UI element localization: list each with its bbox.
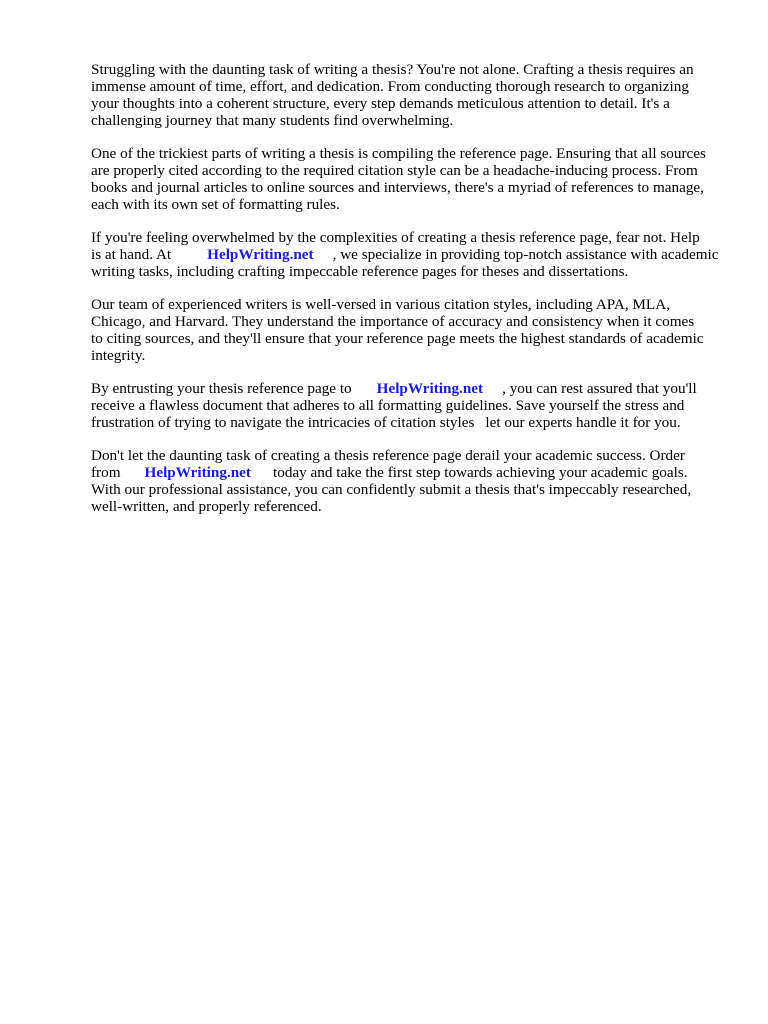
text-line: With our professional assistance, you can confidently submit a thesis that's impeccably researched,	[91, 481, 692, 499]
text-segment: , you can rest assured that you'll	[502, 380, 697, 397]
helpwriting-link[interactable]: HelpWriting.net	[207, 246, 314, 264]
helpwriting-link[interactable]: HelpWriting.net	[144, 464, 251, 482]
text-line: receive a flawless document that adheres to all formatting guidelines. Save yourself the stress and	[91, 397, 685, 415]
text-line: challenging journey that many students find overwhelming.	[91, 112, 454, 130]
text-segment: is at hand. At	[91, 246, 172, 264]
text-line: integrity.	[91, 347, 146, 365]
paragraph-reference-page	[91, 145, 706, 213]
text-line: immense amount of time, effort, and dedication. From conducting thorough research to organizing	[91, 78, 689, 96]
text-segment: today and take the first step towards achieving your academic goals.	[273, 464, 688, 482]
text-line: your thoughts into a coherent structure, every step demands meticulous attention to detail. It's a	[91, 95, 670, 113]
text-line: Chicago, and Harvard. They understand the importance of accuracy and consistency when it comes	[91, 313, 695, 331]
paragraph-intro	[91, 61, 694, 129]
helpwriting-link[interactable]: HelpWriting.net	[376, 380, 484, 397]
text-line	[91, 246, 719, 263]
paragraph-entrusting	[91, 380, 697, 431]
text-line	[91, 380, 697, 397]
text-line: writing tasks, including crafting impeccable reference pages for theses and dissertations.	[91, 263, 629, 281]
paragraph-team	[91, 296, 704, 364]
paragraph-help-at-hand	[91, 229, 719, 280]
text-line: Our team of experienced writers is well-versed in various citation styles, including APA, MLA,	[91, 296, 670, 313]
text-line: One of the trickiest parts of writing a thesis is compiling the reference page. Ensuring that all sources	[91, 145, 706, 162]
text-segment: frustration of trying to navigate the intricacies of citation styles	[91, 414, 475, 432]
text-line: books and journal articles to online sources and interviews, there's a myriad of references to manage,	[91, 179, 704, 197]
text-line: Don't let the daunting task of creating a thesis reference page derail your academic success. Order	[91, 447, 685, 464]
text-line: to citing sources, and they'll ensure that your reference page meets the highest standards of academic	[91, 330, 704, 348]
text-line: each with its own set of formatting rules.	[91, 196, 340, 214]
text-line	[91, 464, 691, 481]
text-line	[91, 414, 697, 431]
text-segment: By entrusting your thesis reference page to	[91, 380, 352, 397]
text-segment: from	[91, 464, 121, 482]
text-line: well-written, and properly referenced.	[91, 498, 322, 516]
text-segment: , we specialize in providing top-notch assistance with academic	[332, 246, 719, 264]
text-line: If you're feeling overwhelmed by the complexities of creating a thesis reference page, fear not. Help	[91, 229, 700, 246]
text-segment: let our experts handle it for you.	[485, 414, 681, 432]
text-line: are properly cited according to the required citation style can be a headache-inducing process. From	[91, 162, 698, 180]
paragraph-order	[91, 447, 691, 515]
text-line: Struggling with the daunting task of writing a thesis? You're not alone. Crafting a thesis requires an	[91, 61, 694, 78]
